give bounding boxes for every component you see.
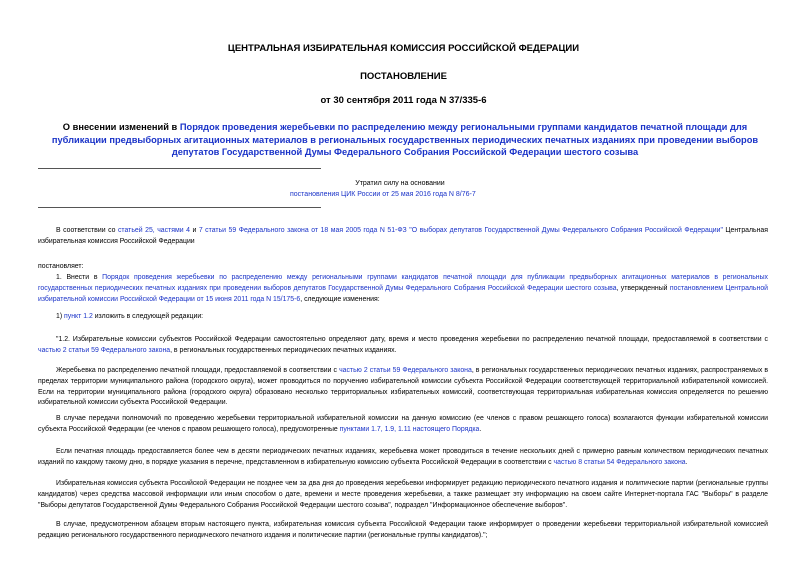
link-article-59-law[interactable]: 7 статьи 59 Федерального закона от 18 мая 2005 года N 51-ФЗ "О выборах депутатов Государственной Думы Федерального Собрания Российской Федерации" (198, 227, 723, 234)
status-note-link[interactable]: постановления ЦИК России от 25 мая 2016 года N 8/76-7 (290, 191, 476, 198)
link-clause-1-2[interactable]: пункт 1.2 (64, 313, 93, 320)
link-part-2-article-59[interactable]: частью 2 статьи 59 Федерального закона (339, 367, 472, 374)
title-link-procedure[interactable]: Порядок проведения жеребьевки по распределению между региональными группами кандидатов печатной площади для публикации предвыборных агитационных материалов в региональных государственных периодических печатных изданиях при проведении выборов депутатов Государственной Думы Федерального Собрания Российской Федерации шестого созыва (51, 122, 759, 157)
paragraph-multiple-days (38, 447, 768, 469)
link-procedure[interactable]: Порядок проведения жеребьевки по распределению между региональными группами кандидатов печатной площади для публикации предвыборных агитационных материалов в региональных государственных периодических печатных изданиях при проведении выборов депутатов Государственной Думы Федерального Собрания Российской Федерации шестого созыва (38, 274, 768, 292)
paragraph-resolves: постановляет: (38, 263, 84, 270)
document-title (40, 121, 770, 159)
text-run: изложить в следующей редакции: (92, 313, 204, 320)
text-run: , в региональных государственных периодических печатных изданиях. (170, 346, 397, 354)
paragraph-preamble (38, 226, 768, 248)
text-run: , следующие изменения: (300, 295, 380, 303)
text-run: 1) (56, 313, 65, 320)
text-run: . (479, 425, 482, 433)
link-resolution-15-175-6[interactable]: постановлением Центральной избирательной комиссии Российской Федерации от 15 июня 2011 года N 15/175-6 (38, 284, 768, 303)
link-clauses-1-7-1-9-1-11[interactable]: пунктами 1.7, 1.9, 1.11 настоящего Порядка (339, 425, 480, 433)
text-run: В соответствии со (56, 227, 118, 234)
paragraph-item-1 (38, 273, 768, 305)
text-run: Если печатная площадь предоставляется более чем в десяти периодических печатных изданиях, жеребьевка может проводиться в течение нескольких дней с примерно равным количеством периодических печатных изданий по каждому такому дню, в порядке указания в перечне, представленном в избирательную комиссию субъекта Российской Федерации в соответствии с (38, 448, 768, 466)
paragraph-lottery-municipal (38, 366, 768, 409)
text-run: , утвержденный (616, 284, 670, 292)
link-part-2-article-59[interactable]: частью 2 статьи 59 Федерального закона (38, 346, 171, 354)
divider-top (38, 168, 321, 169)
text-run: "1.2. Избирательные комиссии субъектов Российской Федерации самостоятельно определяют дату, время и место проведения жеребьевки по распределению печатной площади, предоставляемой в соответствии с (56, 336, 768, 343)
paragraph-notification: Избирательная комиссия субъекта Российской Федерации не позднее чем за два дня до проведения жеребьевки информирует редакцию периодического печатного издания и политические партии (региональные группы кандидатов) через средства массовой информации или иным способом о дате, времени и месте проведения жеребьевки, а также размещает эту информацию на своем сайте Интернет-портала ГАС "Выборы" в разделе "Выборы депутатов Государственной Думы Федерального Собрания Российской Федерации шестого созыва", подраздел "Информационное обеспечение выборов". (38, 480, 768, 509)
document-date-number: от 30 сентября 2011 года N 37/335-6 (320, 95, 487, 106)
title-prefix: О внесении изменений в (62, 122, 180, 132)
paragraph-subitem-1 (38, 312, 768, 323)
text-run: . (685, 458, 688, 466)
paragraph-territorial-notification: В случае, предусмотренном абзацем вторым настоящего пункта, избирательная комиссия субъекта Российской Федерации также информирует о проведении жеребьевки территориальной избирательной комиссией редакцию регионального государственного периодического печатного издания и политические партии (региональные группы кандидатов)."; (38, 521, 768, 539)
text-run: и (189, 227, 199, 234)
issuing-authority: ЦЕНТРАЛЬНАЯ ИЗБИРАТЕЛЬНАЯ КОМИССИЯ РОССИЙСКОЙ ФЕДЕРАЦИИ (227, 43, 580, 54)
text-run: 1. Внести в (56, 274, 103, 281)
text-run: Центральная избирательная комиссия Российской Федерации (38, 227, 768, 245)
link-part-8-article-54[interactable]: частью 8 статьи 54 Федерального закона (553, 458, 686, 466)
text-run: , в региональных государственных периодических печатных изданиях, распространяемых в пределах территории муниципального района (городского округа), может проводиться по поручению избирательной комиссии субъекта Российской Федерации соответствующей территориальной избирательной комиссией. Если на территории муниципального района (городского округа) образовано несколько территориальных избирательных комиссий, соответствующая территориальная избирательная комиссия определяется по решению избирательной комиссии субъекта Российской Федерации. (38, 367, 768, 407)
status-note-text: Утратил силу на основании (355, 180, 445, 187)
status-note (290, 178, 476, 200)
document-type: ПОСТАНОВЛЕНИЕ (360, 71, 447, 82)
link-article-25[interactable]: статьей 25, частями 4 (117, 227, 190, 234)
paragraph-delegation (38, 414, 768, 436)
divider-bottom (38, 207, 321, 208)
paragraph-clause-1-2 (38, 335, 768, 357)
text-run: Жеребьевка по распределению печатной площади, предоставляемой в соответствии с (56, 367, 340, 374)
text-run: В случае передачи полномочий по проведению жеребьевки территориальной избирательной комиссии на данную комиссию (ее членов с правом решающего голоса) возлагаются функции избирательной комиссии субъекта Российской Федерации (ее членов с правом решающего голоса), предусмотренные (38, 415, 768, 433)
